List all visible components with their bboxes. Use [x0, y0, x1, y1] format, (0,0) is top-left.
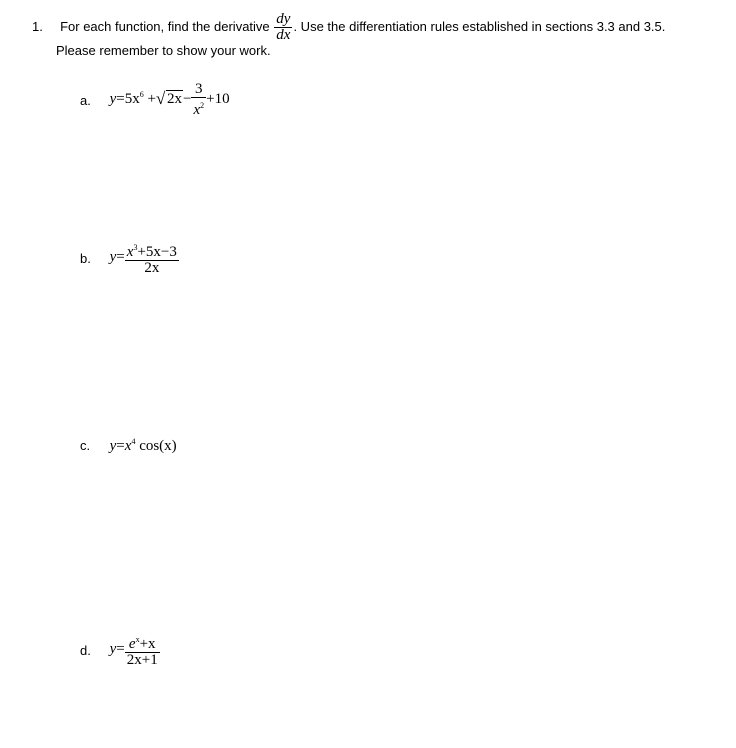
part-d-num-exp: x — [135, 635, 140, 644]
part-d-label: d. — [80, 642, 91, 658]
part-b-equals: = — [116, 249, 125, 266]
part-b-num-rest: +5x−3 — [137, 244, 177, 260]
part-a-lhs: y — [109, 91, 117, 108]
part-b-num-x: x — [126, 244, 134, 260]
question-header — [32, 12, 665, 43]
part-a-frac-den-exp: 2 — [200, 101, 205, 110]
derivative-denominator: dx — [276, 27, 291, 43]
part-a-sqrt — [156, 91, 183, 108]
part-a-tail: +10 — [206, 91, 230, 108]
show-work-reminder: Please remember to show your work. — [56, 43, 271, 58]
part-b-fraction — [125, 240, 179, 276]
part-d-num-e: e — [128, 636, 136, 652]
part-d-num-rest: +x — [139, 636, 156, 652]
part-c-base: x — [124, 438, 132, 454]
part-a-plus: + — [147, 91, 156, 108]
part-b-equation — [109, 243, 179, 276]
part-c-label: c. — [80, 438, 91, 453]
part-c-lhs: y — [109, 438, 117, 454]
derivative-numerator: dy — [276, 11, 291, 27]
derivative-fraction — [274, 12, 292, 43]
part-a-fraction — [191, 82, 206, 118]
part-b — [80, 240, 179, 276]
part-d — [80, 632, 160, 668]
part-d-lhs: y — [109, 641, 117, 658]
part-b-den: 2x — [144, 260, 160, 276]
part-c-equals: = — [116, 438, 125, 454]
part-a-label: a. — [80, 92, 91, 108]
part-a-equation — [109, 81, 230, 118]
part-c-equation — [110, 438, 177, 454]
sqrt-icon: √ — [155, 89, 166, 109]
part-d-equation — [109, 635, 160, 668]
part-a-equals: = — [116, 91, 125, 108]
part-a-frac-num: 3 — [191, 82, 206, 98]
part-a-term1-exp: 6 — [139, 90, 144, 100]
part-c — [80, 437, 177, 455]
part-a-sqrt-arg: 2x — [166, 91, 182, 108]
question-number: 1. — [32, 18, 43, 34]
part-b-lhs: y — [109, 249, 117, 266]
part-b-label: b. — [80, 250, 91, 266]
part-d-fraction — [125, 632, 160, 668]
part-a-frac-den: x — [193, 102, 201, 118]
part-c-exp: 4 — [131, 437, 136, 446]
part-a-minus: − — [182, 91, 192, 108]
part-b-num-exp: 3 — [133, 243, 138, 252]
part-d-den: 2x+1 — [126, 652, 158, 668]
part-c-rest: cos(x) — [139, 438, 177, 454]
part-a — [80, 82, 230, 118]
question-prompt-start: For each function, find the derivative — [60, 18, 270, 34]
question-prompt-end: . Use the differentiation rules established in sections 3.3 and 3.5. — [293, 18, 666, 34]
part-d-equals: = — [116, 641, 125, 658]
part-a-term1: 5x — [124, 91, 140, 108]
